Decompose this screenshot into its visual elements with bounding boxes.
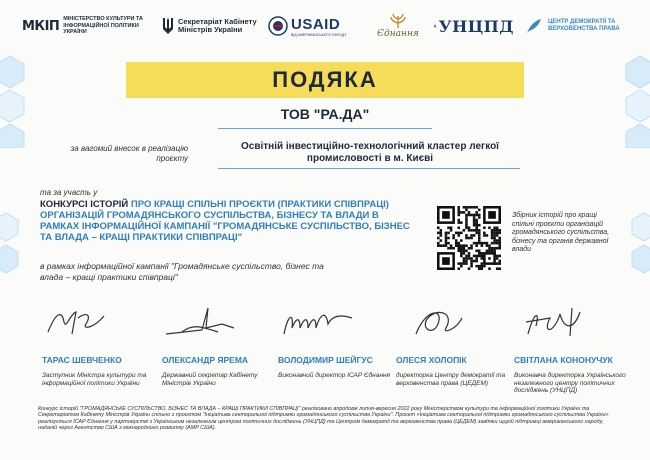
signatory-2 <box>162 304 280 387</box>
qr-caption: Збірник історій про кращі спільні проєкти організацій громадянського суспільства, бізнесу та органів державної влади <box>512 212 610 254</box>
participation-text: та за участь у <box>40 188 98 197</box>
usaid-seal-icon <box>268 16 288 36</box>
signatory-5 <box>514 304 632 395</box>
signatory-1-name: ТАРАС ШЕВЧЕНКО <box>42 355 122 365</box>
signatory-1-role: Заступник Міністра культури та інформаційної політики України <box>42 372 147 387</box>
secretariat-logo <box>162 8 258 44</box>
contest-description <box>40 199 412 243</box>
signatory-5-name: СВІТЛАНА КОНОНУЧУК <box>514 355 613 365</box>
contest-lead: КОНКУРСІ ІСТОРІЙ <box>40 199 131 210</box>
signatory-3-role: Виконавчий директор ІСАР Єднання <box>278 372 390 379</box>
logo-row <box>0 8 650 44</box>
signatory-4 <box>396 304 514 387</box>
qr-code[interactable] <box>437 206 501 270</box>
footer-note: Конкурс історій "ГРОМАДЯНСЬКЕ СУСПІЛЬСТВО, БІЗНЕС ТА ВЛАДА – КРАЩІ ПРАКТИКИ СПІВПРАЦІ" реалізовано впродовж липня-вересня 2022 року Міністерством культури та інформаційної політики України та Секретаріатом Кабінету Міністрів України спільно з проєктом "Ініціатива секторальної підтримки громадянського суспільства України". Проєкт «Ініціатива секторальної підтримки громадянського суспільства України» реалізується ІСАР Єднання у партнерстві з Українським незалежним центром політичних досліджень (УНЦПД) та Центром демократії та верховенства права (ЦЕДЕМ) завдяки щирій підтримці американського народу, наданій через Агентство США з міжнародного розвитку (АМР США). <box>38 406 609 431</box>
recipient-underline <box>218 128 432 129</box>
uncpd-mark-icon <box>434 17 437 35</box>
certificate-title: ПОДЯКА <box>272 67 378 92</box>
mkip-logo-text: МІНІСТЕРСТВО КУЛЬТУРИ ТА ІНФОРМАЦІЙНОЇ ПОЛІТИКИ УКРАЇНИ <box>63 16 143 36</box>
signatory-2-name: ОЛЕКСАНДР ЯРЕМА <box>162 355 249 365</box>
cdvp-feather-icon <box>524 16 544 36</box>
signature-3 <box>278 304 358 340</box>
ednannia-wordmark: Єднання <box>377 29 419 39</box>
usaid-subtitle: ВІД АМЕРИКАНСЬКОГО НАРОДУ <box>291 32 347 37</box>
hexagon-decoration-left-lower <box>0 210 22 280</box>
contest-main: ПРО КРАЩІ СПІЛЬНІ ПРОЄКТИ (ПРАКТИКИ СПІВПРАЦІ) ОРГАНІЗАЦІЙ ГРОМАДЯНСЬКОГО СУСПІЛЬСТВА, БІЗНЕСУ ТА ВЛАДИ В РАМКАХ ІНФОРМАЦІЙНОЇ КАМПАНІЇ "ГРОМАДЯНСЬКЕ СУСПІЛЬСТВО, БІЗНЕС ТА ВЛАДА – КРАЩІ ПРАКТИКИ СПІВПРАЦІ" <box>40 199 410 243</box>
signatory-3 <box>278 304 396 380</box>
trident-icon <box>162 17 174 35</box>
usaid-logo <box>268 8 364 44</box>
secretariat-logo-text: Секретаріат Кабінету Міністрів України <box>178 17 257 34</box>
signatory-3-name: ВОЛОДИМИР ШЕЙГУС <box>278 355 373 365</box>
signature-1 <box>42 304 122 340</box>
for-contribution-text: за вагомий внесок в реалізацію проєкту <box>70 144 188 163</box>
signature-4 <box>396 304 476 340</box>
mkip-logo <box>22 8 150 44</box>
mkip-mark: МКІП <box>22 18 60 34</box>
signatory-2-role: Державний секретар Кабінету Міністрів України <box>162 372 258 387</box>
cdvp-logo <box>524 8 636 44</box>
signature-5 <box>514 304 594 340</box>
signatory-1 <box>42 304 160 387</box>
usaid-wordmark: USAID <box>291 15 341 33</box>
cdvp-logo-text: ЦЕНТР ДЕМОКРАТІЇ ТА ВЕРХОВЕНСТВА ПРАВА <box>548 19 620 32</box>
recipient-name: ТОВ "РА.ДА" <box>280 106 370 122</box>
uncpd-wordmark: УНЦПД <box>438 16 514 36</box>
project-underline <box>218 168 520 169</box>
ednannia-wheat-icon <box>385 13 411 29</box>
signatory-5-role: Виконавча директорка Українського незалежного центру політичних досліджень (УНЦПД) <box>514 372 626 395</box>
signature-2 <box>162 304 242 340</box>
campaign-text: в рамках інформаційної кампанії "Громадянське суспільство, бізнес та влада – кращі практики співпраці" <box>40 261 324 282</box>
hexagon-decoration-right-lower <box>628 210 650 280</box>
uncpd-logo <box>434 8 514 44</box>
project-name: Освітній інвестиційно-технологічний кластер легкої промисловості в м. Києві <box>241 141 499 164</box>
signatory-4-name: ОЛЕСЯ ХОЛОПІК <box>396 355 467 365</box>
signatory-4-role: директорка Центру демократії та верховенства права (ЦЕДЕМ) <box>396 372 506 387</box>
ednannia-logo <box>373 8 423 44</box>
